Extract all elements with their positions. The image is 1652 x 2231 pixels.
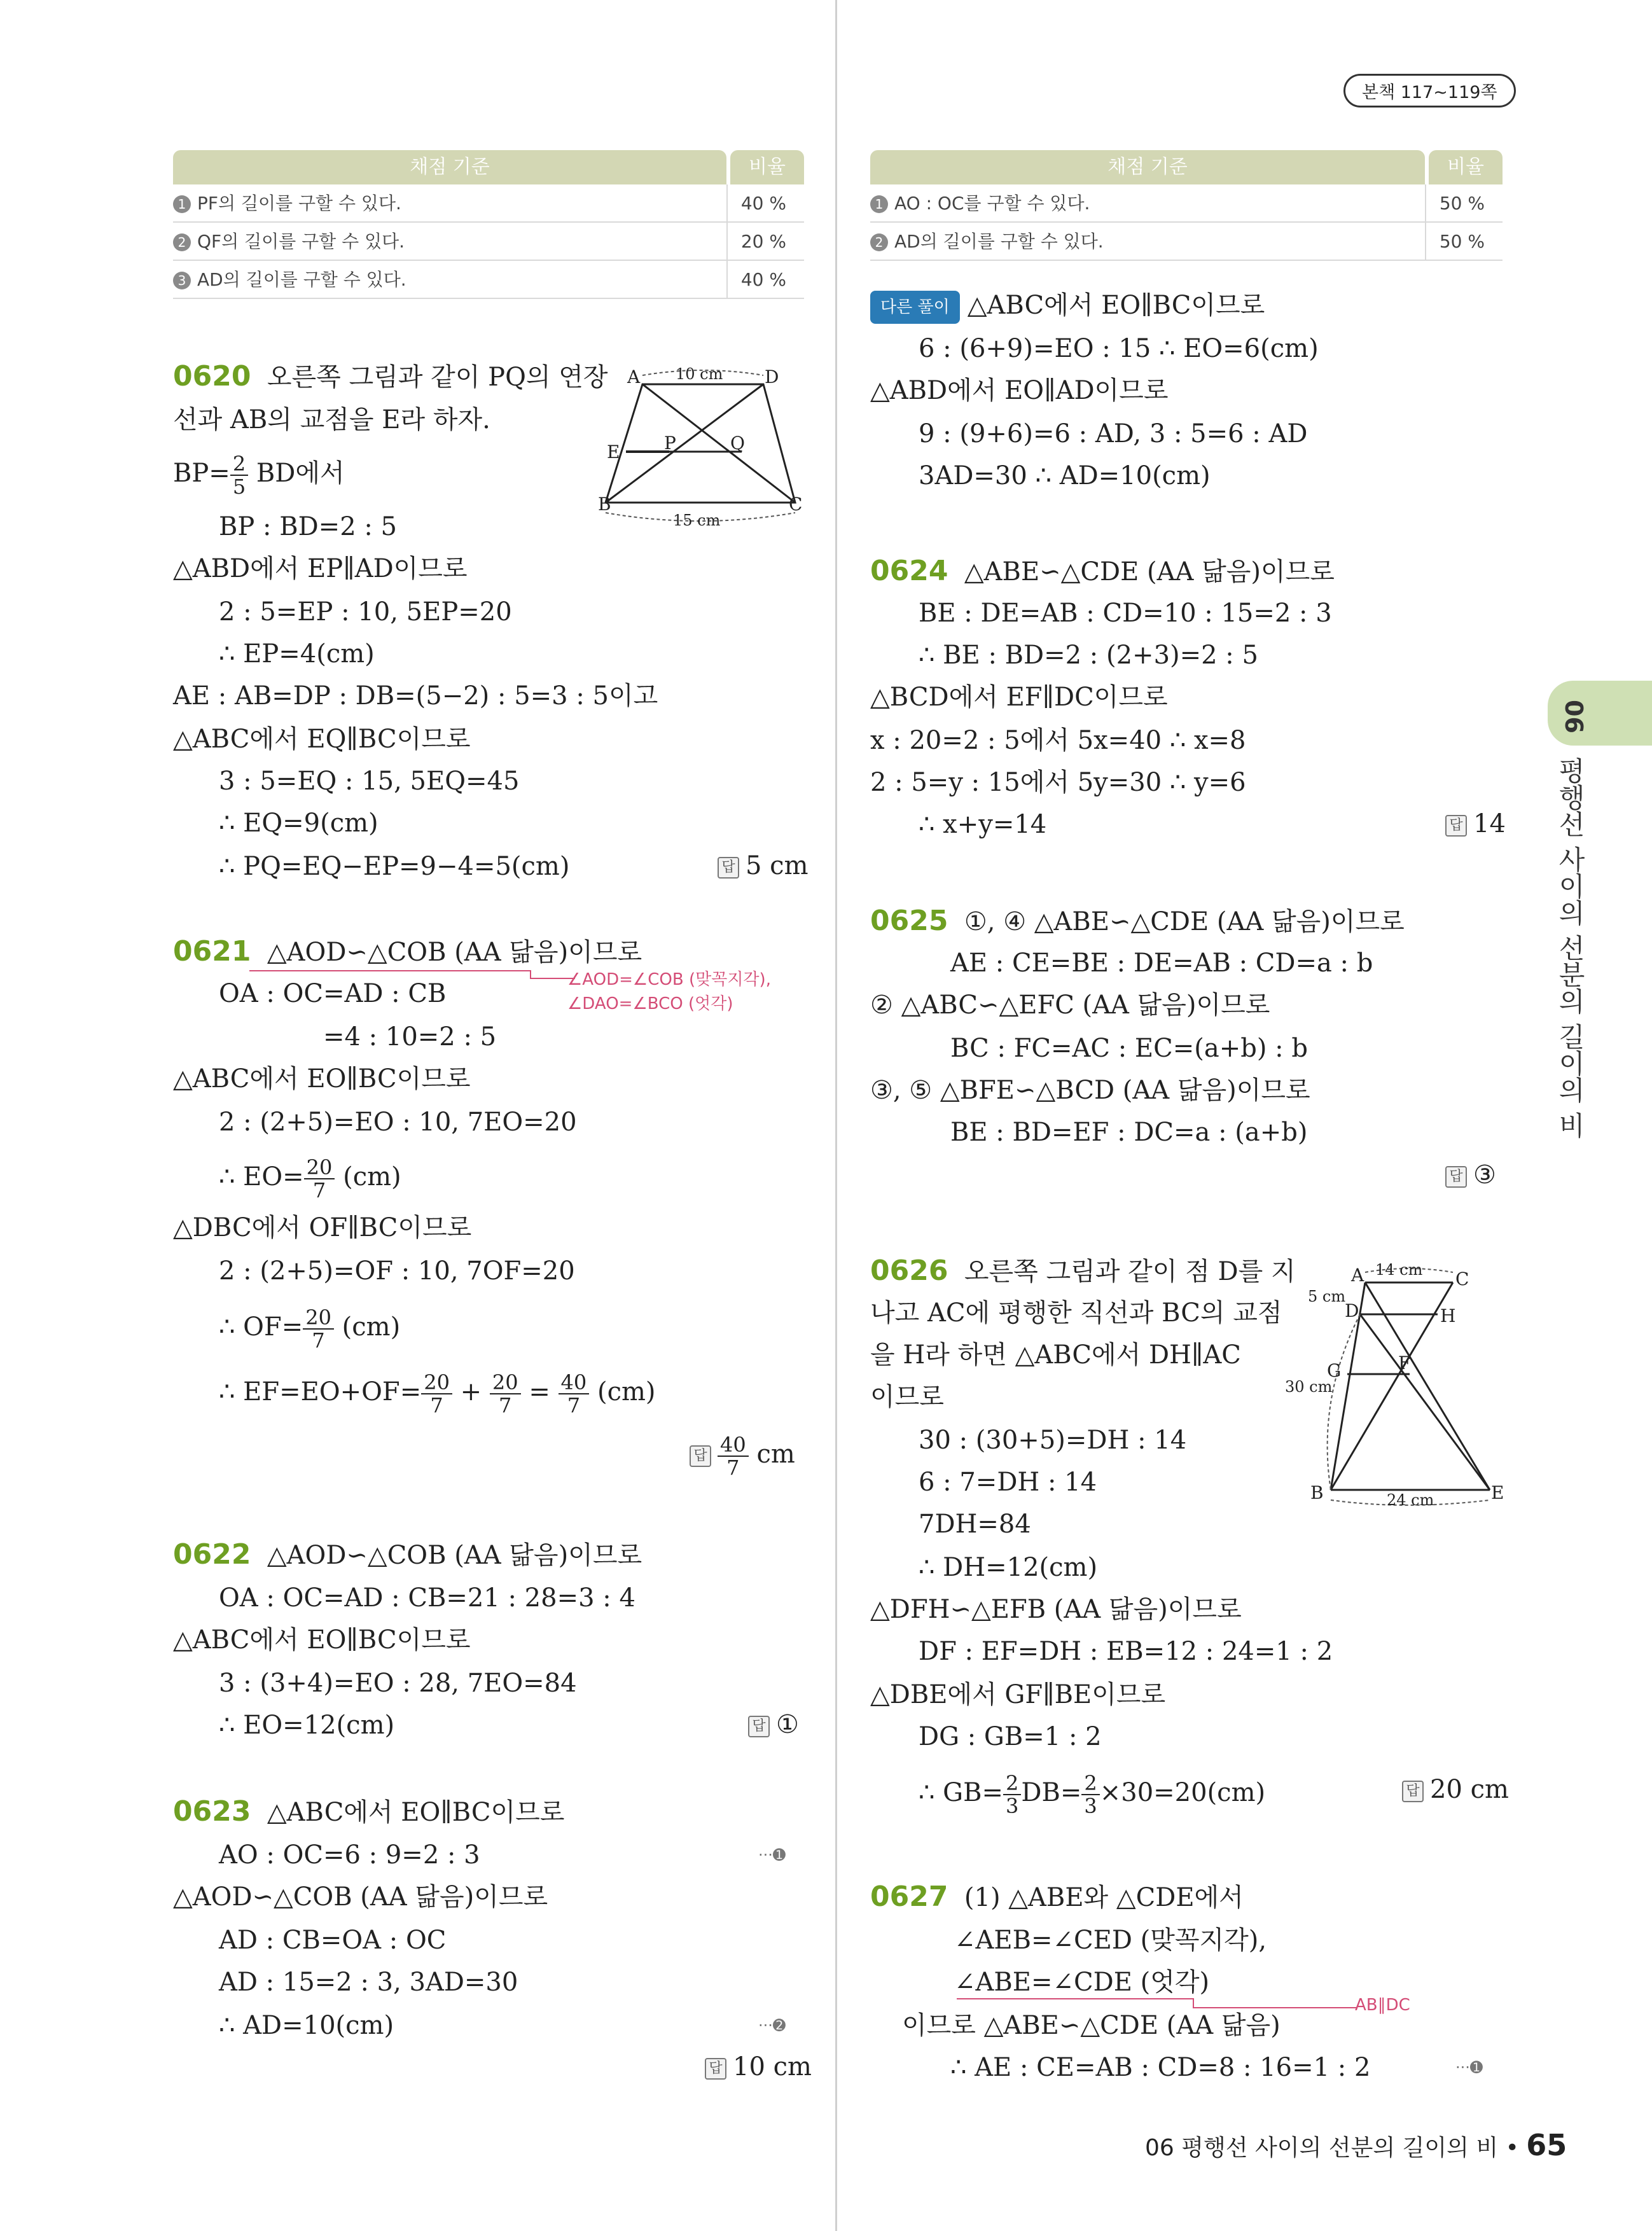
answer-0622: 답 ①	[748, 1710, 799, 1739]
problem-line: ∴ PQ=EQ−EP=9−4=5(cm)	[219, 852, 570, 881]
problem-line: ③, ⑤ △BFE∽△BCD (AA 닮음)이므로	[870, 1076, 1310, 1105]
problem-line: ∴ EP=4(cm)	[219, 639, 375, 669]
fig-top-length: 10 cm	[676, 365, 723, 383]
table-ratio-cell: 40 %	[726, 184, 804, 223]
fig-big-length: 30 cm	[1285, 1378, 1333, 1396]
annotation-note: ∠AOD=∠COB (맞꼭지각),	[567, 970, 771, 989]
problem-0624-line1: 0624 △ABE∽△CDE (AA 닮음)이므로	[870, 555, 1335, 587]
table-ratio-cell: 50 %	[1425, 223, 1503, 261]
table-row: 2 QF의 길이를 구할 수 있다.	[173, 223, 726, 261]
page-footer: 06 평행선 사이의 선분의 길이의 비 • 65	[1145, 2128, 1567, 2162]
answer-0621: 답 $\frac{40}{7}$ cm	[690, 1434, 795, 1478]
problem-line: 선과 AB의 교점을 E라 하자.	[173, 405, 490, 434]
problem-0623-line1: 0623 △ABC에서 EO∥BC이므로	[173, 1795, 565, 1828]
table-row: 3 AD의 길이를 구할 수 있다.	[173, 261, 726, 299]
fig-small-length: 5 cm	[1308, 1288, 1346, 1305]
problem-line: 2 : 5=y : 15에서 5y=30 ∴ y=6	[870, 768, 1246, 797]
alt-solution-line1: 다른 풀이 △ABC에서 EO∥BC이므로	[870, 290, 1265, 324]
problem-line: BP : BD=2 : 5	[219, 512, 397, 541]
fig-label-E: E	[607, 441, 620, 462]
problem-line: 3 : 5=EQ : 15, 5EQ=45	[219, 767, 520, 796]
fig-label-G: G	[1327, 1360, 1342, 1381]
problem-line: 2 : (2+5)=OF : 10, 7OF=20	[219, 1256, 575, 1286]
fig-label-C: C	[789, 494, 803, 515]
problem-line: ∴ EO=12(cm)	[219, 1711, 395, 1740]
problem-line: △ABD에서 EO∥AD이므로	[870, 376, 1169, 405]
problem-line: ∴ x+y=14	[919, 810, 1047, 839]
problem-line: OA : OC=AD : CB	[219, 979, 447, 1008]
fig-label-P: P	[664, 433, 676, 454]
fig-label-D: D	[1345, 1300, 1359, 1321]
problem-line: 3AD=30 ∴ AD=10(cm)	[919, 461, 1211, 490]
table-header-criteria: 채점 기준	[173, 150, 726, 184]
problem-0620-line1: 0620 오른쪽 그림과 같이 PQ의 연장	[173, 360, 608, 393]
problem-line: AD : 15=2 : 3, 3AD=30	[219, 1968, 518, 1997]
book-reference: 본책 117~119쪽	[1343, 74, 1516, 108]
table-row: 2 AD의 길이를 구할 수 있다.	[870, 223, 1425, 261]
problem-line: 3 : (3+4)=EO : 28, 7EO=84	[219, 1669, 577, 1698]
problem-0622-line1: 0622 △AOD∽△COB (AA 닮음)이므로	[173, 1538, 642, 1571]
fig-label-D: D	[765, 366, 779, 387]
problem-line: DF : EF=DH : EB=12 : 24=1 : 2	[919, 1637, 1333, 1666]
problem-line: ∴ EO= $\frac{20}{7}$ (cm)	[219, 1155, 401, 1202]
answer-0620: 답 5 cm	[718, 851, 809, 880]
page-number: 65	[1526, 2128, 1567, 2162]
answer-0626: 답 20 cm	[1402, 1775, 1509, 1804]
answer-0625: 답 ③	[1445, 1160, 1496, 1190]
problem-line: 30 : (30+5)=DH : 14	[919, 1426, 1187, 1455]
triangle-figure-0626	[1285, 1253, 1508, 1514]
problem-line: ∴ OF= $\frac{20}{7}$ (cm)	[219, 1305, 401, 1352]
table-row: 1 AO : OC를 구할 수 있다.	[870, 184, 1425, 223]
alt-solution-badge: 다른 풀이	[870, 291, 960, 324]
problem-line: BE : BD=EF : DC=a : (a+b)	[950, 1118, 1308, 1147]
problem-line: △DFH∽△EFB (AA 닮음)이므로	[870, 1595, 1242, 1624]
fig-label-B: B	[1310, 1482, 1324, 1503]
step-marker-1: ···➊	[1455, 2059, 1483, 2076]
problem-line: ∴ BE : BD=2 : (2+3)=2 : 5	[919, 641, 1258, 670]
problem-line: △AOD∽△COB (AA 닮음)이므로	[173, 1882, 548, 1912]
table-ratio-cell: 20 %	[726, 223, 804, 261]
fig-label-F: F	[1398, 1352, 1411, 1373]
fig-label-C: C	[1455, 1268, 1469, 1289]
problem-line: 나고 AC에 평행한 직선과 BC의 교점	[870, 1298, 1282, 1328]
annotation-note: AB∥DC	[1355, 1996, 1410, 2015]
problem-line: 6 : 7=DH : 14	[919, 1468, 1097, 1497]
table-header-ratio: 비율	[1429, 150, 1503, 184]
answer-0624: 답 14	[1445, 809, 1506, 838]
column-divider	[835, 0, 837, 2231]
problem-line: ∴ EF=EO+OF= $\frac{20}{7}$ + $\frac{20}{7}$ = $\frac{40}{7}$ (cm)	[219, 1370, 656, 1417]
problem-line: △ABC에서 EQ∥BC이므로	[173, 725, 471, 754]
problem-line: △ABD에서 EP∥AD이므로	[173, 554, 468, 583]
problem-line: AO : OC=6 : 9=2 : 3	[219, 1840, 480, 1870]
table-ratio-cell: 40 %	[726, 261, 804, 299]
problem-line: 2 : 5=EP : 10, 5EP=20	[219, 597, 512, 627]
fig-bottom-length: 24 cm	[1387, 1491, 1434, 1509]
table-header-criteria: 채점 기준	[870, 150, 1425, 184]
step-marker-2: ···➋	[758, 2017, 786, 2034]
problem-line: ∴ AD=10(cm)	[219, 2011, 394, 2040]
fig-label-A: A	[627, 366, 641, 387]
problem-line: 을 H라 하면 △ABC에서 DH∥AC	[870, 1340, 1241, 1370]
problem-line: BE : DE=AB : CD=10 : 15=2 : 3	[919, 599, 1332, 628]
problem-line: x : 20=2 : 5에서 5x=40 ∴ x=8	[870, 726, 1246, 755]
problem-line: =4 : 10=2 : 5	[323, 1022, 497, 1052]
problem-line: ∴ GB= $\frac{2}{3}$ DB= $\frac{2}{3}$ ×30=20(cm)	[919, 1771, 1266, 1818]
problem-line: AE : AB=DP : DB=(5−2) : 5=3 : 5이고	[173, 681, 658, 711]
fig-label-E: E	[1491, 1482, 1504, 1503]
problem-0621-line1: 0621 △AOD∽△COB (AA 닮음)이므로	[173, 935, 642, 968]
problem-line: DG : GB=1 : 2	[919, 1722, 1102, 1751]
problem-line: △DBE에서 GF∥BE이므로	[870, 1680, 1166, 1709]
problem-line: 9 : (9+6)=6 : AD, 3 : 5=6 : AD	[919, 419, 1308, 448]
table-ratio-cell: 50 %	[1425, 184, 1503, 223]
problem-line: OA : OC=AD : CB=21 : 28=3 : 4	[219, 1583, 635, 1613]
fig-bottom-length: 15 cm	[673, 511, 721, 529]
fig-top-length: 14 cm	[1375, 1261, 1423, 1279]
problem-line: ∴ EQ=9(cm)	[219, 809, 378, 838]
fig-label-Q: Q	[730, 433, 745, 454]
problem-line: △ABC에서 EO∥BC이므로	[173, 1064, 471, 1094]
problem-line: BC : FC=AC : EC=(a+b) : b	[950, 1034, 1308, 1063]
fig-label-B: B	[598, 494, 611, 515]
problem-line: ∴ DH=12(cm)	[919, 1553, 1098, 1582]
problem-0627-line1: 0627 (1) △ABE와 △CDE에서	[870, 1880, 1244, 1913]
table-row: 1 PF의 길이를 구할 수 있다.	[173, 184, 726, 223]
problem-line: △DBC에서 OF∥BC이므로	[173, 1213, 472, 1242]
trapezoid-figure-0620	[598, 363, 808, 534]
problem-line: AD : CB=OA : OC	[219, 1926, 447, 1955]
problem-line: ② △ABC∽△EFC (AA 닮음)이므로	[870, 990, 1270, 1020]
problem-line: 7DH=84	[919, 1510, 1031, 1539]
answer-0623: 답 10 cm	[705, 2052, 812, 2082]
problem-line: 6 : (6+9)=EO : 15 ∴ EO=6(cm)	[919, 334, 1319, 363]
fig-label-H: H	[1440, 1305, 1456, 1326]
note-underline-0621	[247, 963, 578, 980]
chapter-tab-number: 06	[1560, 700, 1588, 733]
problem-line: 이므로	[870, 1382, 944, 1412]
problem-0625-line1: 0625 ①, ④ △ABE∽△CDE (AA 닮음)이므로	[870, 905, 1405, 937]
problem-line: 이므로 △ABE∽△CDE (AA 닮음)	[902, 2011, 1281, 2040]
problem-line: ∠AEB=∠CED (맞꼭지각),	[954, 1926, 1267, 1955]
fig-label-A: A	[1351, 1265, 1364, 1286]
left-grading-table	[173, 150, 804, 303]
problem-line: 2 : (2+5)=EO : 10, 7EO=20	[219, 1108, 577, 1137]
step-marker-1: ···➊	[758, 1846, 786, 1864]
problem-line: ∠ABE=∠CDE (엇각)	[954, 1968, 1210, 1997]
problem-line: AE : CE=BE : DE=AB : CD=a : b	[950, 949, 1373, 978]
right-grading-table	[870, 150, 1503, 265]
chapter-tab-title: 평행선 사이의 선분의 길이의 비	[1555, 757, 1586, 1139]
problem-line: BP= $\frac{2}{5}$ BD에서	[173, 452, 345, 499]
problem-0626-line1: 0626 오른쪽 그림과 같이 점 D를 지	[870, 1255, 1296, 1287]
annotation-note: ∠DAO=∠BCO (엇각)	[567, 994, 733, 1013]
problem-line: ∴ AE : CE=AB : CD=8 : 16=1 : 2	[950, 2053, 1371, 2082]
problem-line: △ABC에서 EO∥BC이므로	[173, 1625, 471, 1655]
table-header-ratio: 비율	[730, 150, 804, 184]
problem-line: △BCD에서 EF∥DC이므로	[870, 683, 1168, 712]
